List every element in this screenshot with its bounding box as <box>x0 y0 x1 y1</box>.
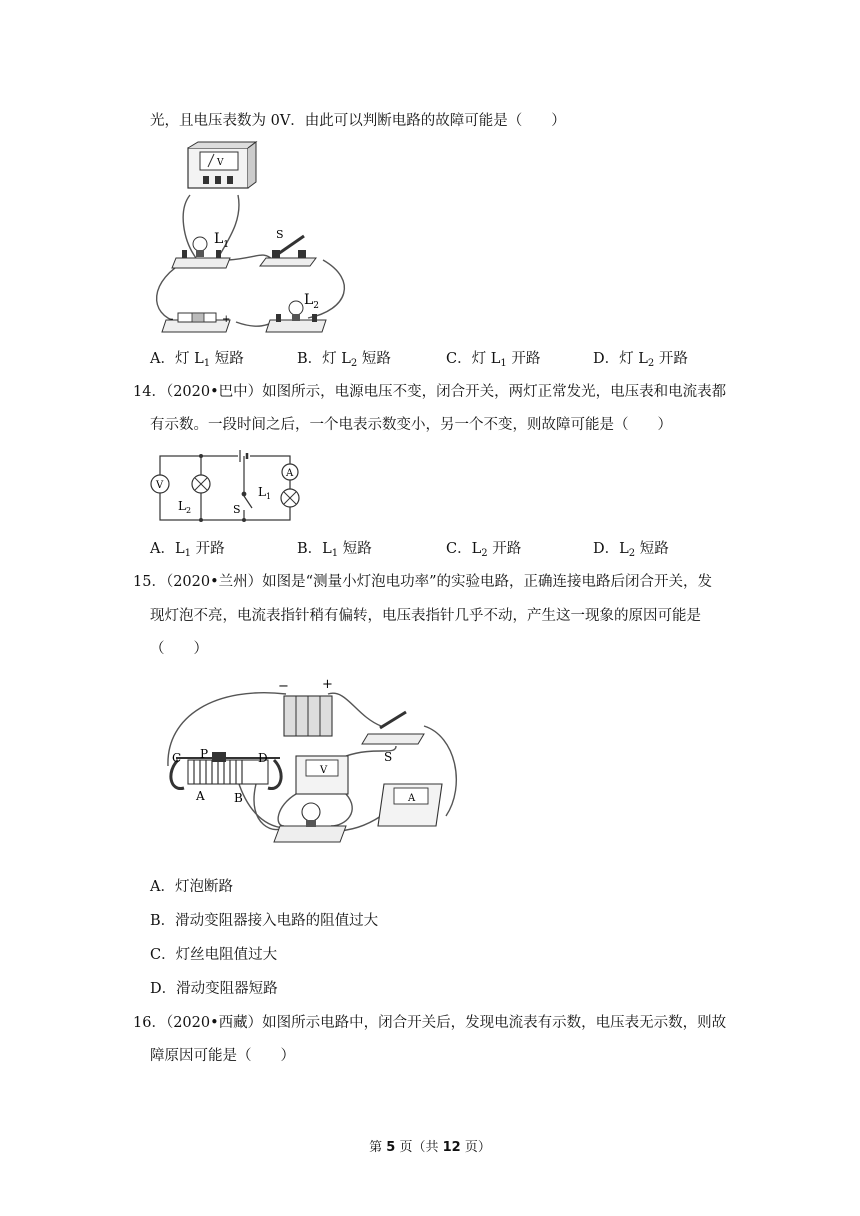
q15-option-c: C．灯丝电阻值过大 <box>150 947 278 963</box>
q14-option-d: D．$L_2$ 短路 <box>593 541 669 559</box>
q15-text-line3: （ ） <box>150 641 208 657</box>
q15-option-d: D．滑动变阻器短路 <box>150 981 278 997</box>
q15-fig-v-label: V <box>320 765 328 776</box>
q13-option-c: C．灯 $L_1$ 开路 <box>446 351 541 369</box>
q14-text-line2: 有示数。一段时间之后，一个电表示数变小，另一个不变，则故障可能是（ ） <box>150 417 672 433</box>
q13-fig-l2-label: $L_2$ <box>304 292 320 311</box>
q14-fig-l1-label: $L_1$ <box>258 485 272 501</box>
q13-fig-s-label: S <box>276 228 284 241</box>
q15-option-b: B．滑动变阻器接入电路的阻值过大 <box>150 913 379 929</box>
q13-fig-plus: + <box>222 314 231 325</box>
q13-fig-v-label: V <box>217 158 224 168</box>
q15-option-a: A．灯泡断路 <box>150 879 233 895</box>
q14-fig-v-label: V <box>156 480 164 491</box>
q14-option-b: B．$L_1$ 短路 <box>297 541 372 559</box>
q15-text-line1: 15．（2020•兰州）如图是“测量小灯泡电功率”的实验电路，正确连接电路后闭合开关，发 <box>133 574 712 590</box>
q14-fig-a-label: A <box>286 468 294 479</box>
q14-circuit-figure <box>148 448 308 528</box>
q13-text-tail: 光，且电压表数为 0V．由此可以判断电路的故障可能是（ ） <box>150 113 566 129</box>
q13-fig-minus: - <box>170 314 174 325</box>
q15-circuit-figure <box>156 676 466 861</box>
q14-text-line1: 14．（2020•巴中）如图所示，电源电压不变，闭合开关，两灯正常发光，电压表和电流表都 <box>133 384 727 400</box>
q14-option-c: C．$L_2$ 开路 <box>446 541 522 559</box>
page-footer: 第 5 页（共 12 页） <box>369 1140 491 1155</box>
q15-fig-p-label: P <box>200 747 209 761</box>
q13-circuit-figure <box>148 140 348 340</box>
q15-fig-am-label: A <box>408 793 416 804</box>
q15-fig-a-label: A <box>196 789 205 803</box>
q13-option-a: A．灯 $L_1$ 短路 <box>150 351 244 369</box>
q14-fig-s-label: S <box>233 503 241 516</box>
q14-fig-l2-label: $L_2$ <box>178 499 192 515</box>
q14-option-a: A．$L_1$ 开路 <box>150 541 225 559</box>
q15-fig-c-label: C <box>172 751 182 765</box>
q15-fig-s-label: S <box>384 750 393 764</box>
q15-fig-plus: + <box>322 677 333 692</box>
q16-text-line1: 16．（2020•西藏）如图所示电路中，闭合开关后，发现电流表有示数，电压表无示数，则故 <box>133 1015 727 1031</box>
q15-text-line2: 现灯泡不亮，电流表指针稍有偏转，电压表指针几乎不动，产生这一现象的原因可能是 <box>150 608 701 624</box>
q15-fig-d-label: D <box>258 751 268 765</box>
q13-fig-l1-label: $L_1$ <box>214 231 230 250</box>
q15-fig-b-label: B <box>234 791 243 805</box>
q15-fig-minus: − <box>278 679 289 694</box>
q16-text-line2: 障原因可能是（ ） <box>150 1048 295 1064</box>
q13-option-d: D．灯 $L_2$ 开路 <box>593 351 688 369</box>
q13-option-b: B．灯 $L_2$ 短路 <box>297 351 391 369</box>
